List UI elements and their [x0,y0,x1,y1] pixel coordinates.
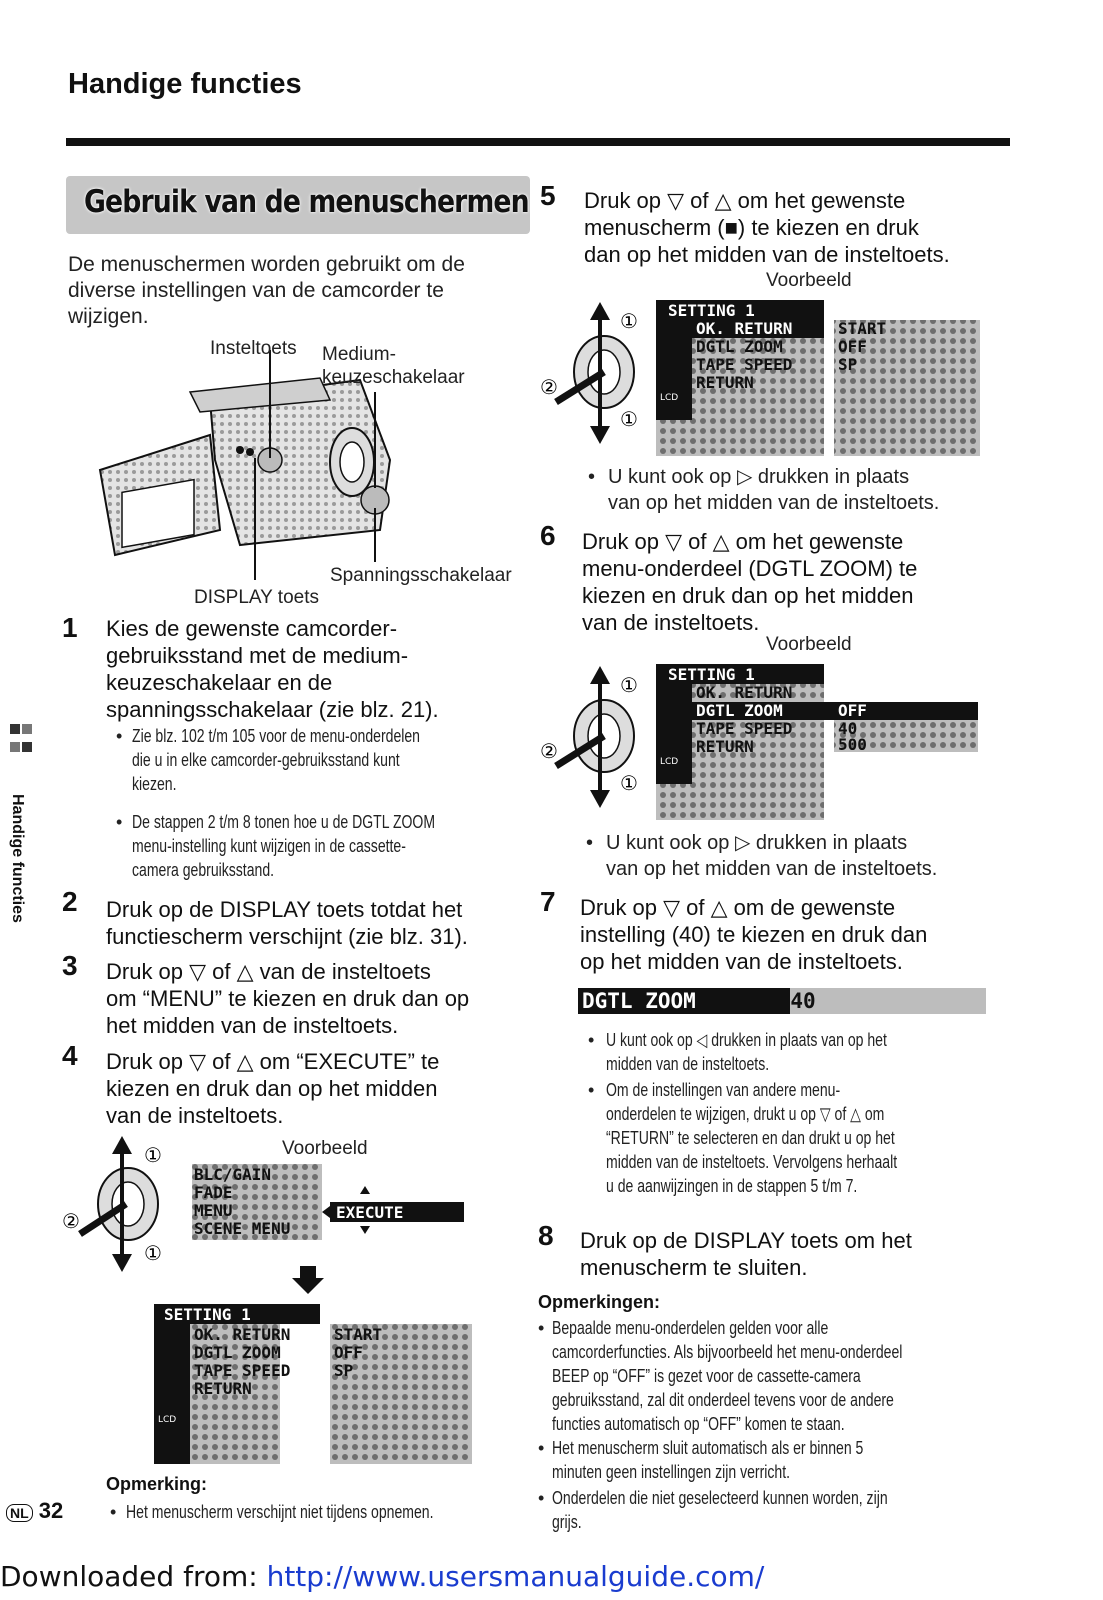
svg-text:①: ① [620,673,638,697]
svg-text:②: ② [540,739,558,763]
svg-text:DGTL ZOOM: DGTL ZOOM [696,701,783,720]
svg-text:OK. RETURN: OK. RETURN [696,683,793,702]
step-7-number: 7 [540,886,556,917]
page-lang-badge: NL [6,1504,33,1522]
sidebar-marker-icon [8,720,34,770]
svg-text:RETURN: RETURN [696,373,754,392]
opmerkingen-bullet-3: • Onderdelen die niet geselecteerd kunnen worden, zijn grijs. [538,1488,888,1532]
dgtl-zoom-osd-bar [578,988,986,1014]
voorbeeld-label-step6: Voorbeeld [766,634,852,655]
voorbeeld-label-step5: Voorbeeld [766,270,852,291]
step-8-number: 8 [538,1220,554,1251]
step-1-line: spanningsschakelaar (zie blz. 21). [106,697,439,722]
osd-setting-value: OFF [334,1343,363,1362]
step-1-line: keuzeschakelaar en de [106,670,333,695]
label-medium-1: Medium- [322,344,396,365]
step-6-note: • U kunt ook op ▷ drukken in plaats van op het midden van de insteltoets. [586,832,938,880]
svg-text:OFF: OFF [838,337,867,356]
svg-text:LCD: LCD [660,757,679,767]
svg-text:SETTING 1: SETTING 1 [668,665,755,684]
dial-marker-1: ① [144,1143,162,1167]
step-5-text: Druk op ▽ of △ om het gewenste menuscherm (■) te kiezen en druk dan op het midden van de insteltoets. [584,188,950,267]
sidebar-vertical-title: Handige functies [9,794,26,923]
opmerkingen-title: Opmerkingen: [538,1292,661,1312]
download-footer [0,1560,764,1593]
svg-text:40: 40 [838,719,858,738]
osd-menu-item: SCENE MENU [194,1219,291,1238]
osd-setting-item: DGTL ZOOM [194,1343,281,1362]
osd-menu-item: FADE [194,1183,233,1202]
svg-text:500: 500 [838,735,867,754]
label-spanningsschakelaar: Spanningsschakelaar [330,565,512,586]
step-1-text [106,615,526,723]
step-7-text: Druk op ▽ of △ om de gewenste instelling (40) te kiezen en druk dan op het midden van de insteltoets. [580,895,928,974]
osd-setting-title: SETTING 1 [164,1305,251,1324]
svg-text:LCD: LCD [660,393,679,403]
svg-text:DGTL ZOOM: DGTL ZOOM [696,337,783,356]
svg-text:OFF: OFF [838,701,867,720]
section-title: Gebruik van de menuschermen [84,184,529,220]
page-header-title: Handige functies [68,68,302,100]
step-5-note: • U kunt ook op ▷ drukken in plaats van op het midden van de insteltoets. [588,466,940,514]
svg-text:TAPE SPEED: TAPE SPEED [696,719,793,738]
step-5-number: 5 [540,180,556,211]
step-1-bullet-2: • De stappen 2 t/m 8 tonen hoe u de DGTL ZOOM menu-instelling kunt wijzigen in de cassette- camera gebruiksstand. [116,812,436,880]
svg-text:START: START [838,319,887,338]
osd-menu-item: MENU [194,1201,233,1220]
step-1-line: gebruiksstand met de medium- [106,643,409,668]
opmerking-title: Opmerking: [106,1474,208,1494]
step-1-bullet-1: • Zie blz. 102 t/m 105 voor de menu-onderdelen die u in elke camcorder-gebruiksstand kunt kiezen. [116,726,421,794]
dial-marker-2: ② [62,1209,80,1233]
osd-menu-item: BLC/GAIN [194,1165,272,1184]
step-8-text: Druk op de DISPLAY toets om het menuscherm te sluiten. [580,1228,912,1280]
dial-marker-2: ② [540,375,558,399]
osd-setting-item: RETURN [194,1379,252,1398]
label-medium-2: keuzeschakelaar [322,367,465,388]
osd-setting-item: OK. RETURN [194,1325,291,1344]
step-1-number: 1 [62,612,78,643]
label-insteltoets: Insteltoets [210,338,297,359]
svg-text:SP: SP [838,355,858,374]
osd-setting-item: TAPE SPEED [194,1361,291,1380]
section-intro: De menuschermen worden gebruikt om de diverse instellingen van de camcorder te wijzigen. [68,253,465,328]
svg-text:OK. RETURN: OK. RETURN [696,319,793,338]
voorbeeld-label-step4: Voorbeeld [282,1138,368,1159]
opmerkingen-bullet-2: • Het menuscherm sluit automatisch als er binnen 5 minuten geen instellingen zijn verricht. [538,1438,864,1482]
dial-marker-1b: ① [144,1241,162,1265]
down-arrow-icon [292,1266,324,1294]
step-2-text: Druk op de DISPLAY toets totdat het functiescherm verschijnt (zie blz. 31). [106,897,468,949]
osd-setting-value: SP [334,1361,354,1380]
opmerkingen-bullet-1: • Bepaalde menu-onderdelen gelden voor alle camcorderfuncties. Als bijvoorbeeld het menu-onderdeel BEEP op “OFF” is gezet voor de cassette-camera gebruiksstand, zal dit onderdeel tevens voor de andere functies automatisch op “OFF” komen te staan. [538,1318,903,1434]
dgtl-zoom-bar-value: 40 [790,989,816,1013]
step6-osd-diagram [538,660,988,820]
step4-osd-diagram [60,1132,480,1472]
step-4-text: Druk op ▽ of △ om “EXECUTE” te kiezen en druk dan op het midden van de insteltoets. [106,1049,440,1128]
svg-text:RETURN: RETURN [696,737,754,756]
section-banner [66,176,530,234]
step-6-number: 6 [540,520,556,551]
footer-link[interactable]: http://www.usersmanualguide.com/ [266,1560,765,1593]
svg-text:TAPE SPEED: TAPE SPEED [696,355,793,374]
dial-marker-1b: ① [620,407,638,431]
page-number-block [6,1498,63,1524]
step5-osd-diagram [538,296,988,456]
step-4-number: 4 [62,1040,78,1071]
step-1-line: Kies de gewenste camcorder- [106,616,398,641]
footer-prefix: Downloaded from: [0,1560,267,1593]
osd-execute: EXECUTE [336,1203,404,1222]
step-6-text: Druk op ▽ of △ om het gewenste menu-onderdeel (DGTL ZOOM) te kiezen en druk dan op het midden van de insteltoets. [582,529,918,635]
osd-lcd-icon: LCD [158,1415,177,1425]
step-3-number: 3 [62,950,78,981]
label-display-toets: DISPLAY toets [194,587,319,608]
dgtl-zoom-bar-label: DGTL ZOOM [578,988,816,1014]
step-7-bullet-2: • Om de instellingen van andere menu- onderdelen te wijzigen, drukt u op ▽ of △ om “RETURN” te selecteren en dan drukt u op het midden van de insteltoets. Vervolgens herhaalt u de aanwijzingen in de stappen 5 t/m 7. [588,1080,898,1196]
osd-setting-value: START [334,1325,383,1344]
dial-marker-1: ① [620,309,638,333]
svg-text:①: ① [620,771,638,795]
opmerking-bullet: • Het menuscherm verschijnt niet tijdens opnemen. [110,1502,434,1522]
svg-text:SETTING 1: SETTING 1 [668,301,755,320]
header-rule [66,138,1010,146]
step-3-text: Druk op ▽ of △ van de insteltoets om “MENU” te kiezen en druk dan op het midden van de insteltoets. [106,959,470,1038]
page-number: 32 [38,1498,64,1523]
step-7-bullet-1: • U kunt ook op ◁ drukken in plaats van op het midden van de insteltoets. [588,1030,887,1074]
step-2-number: 2 [62,886,78,917]
